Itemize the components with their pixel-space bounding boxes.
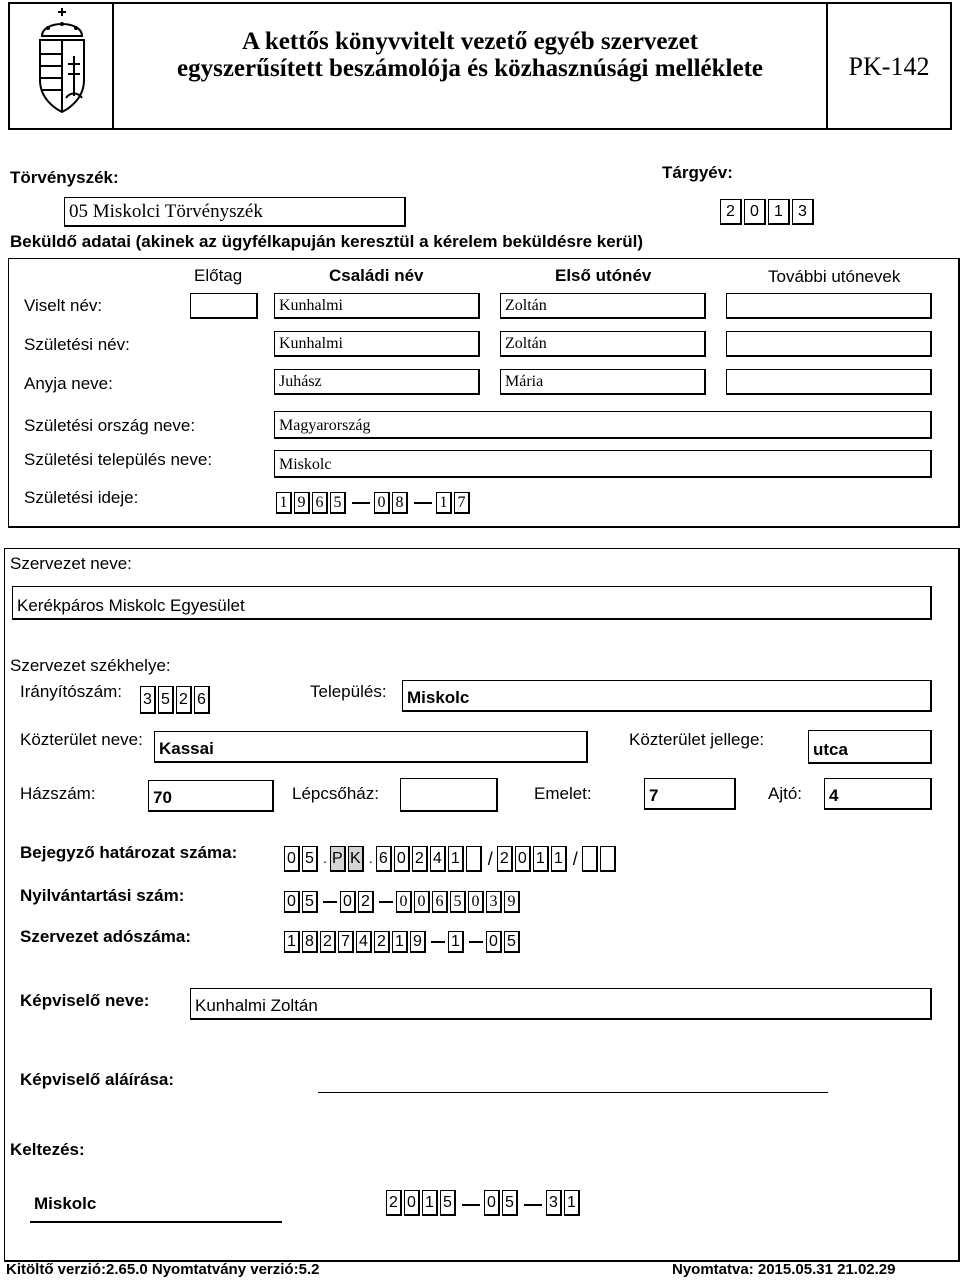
org-name-label: Szervezet neve: xyxy=(10,554,132,573)
year-boxes xyxy=(720,199,816,225)
rep-signature-label: Képviselő aláírása: xyxy=(20,1070,175,1089)
birth-day-digit[interactable]: 7 xyxy=(454,492,470,514)
year-digit[interactable]: 2 xyxy=(720,199,742,225)
col-prefix: Előtag xyxy=(194,266,243,285)
reg-dec-digit[interactable]: 1 xyxy=(551,846,567,872)
birth-first-field[interactable] xyxy=(500,331,706,357)
worn-first-field[interactable] xyxy=(500,293,706,319)
street-label: Közterület neve: xyxy=(20,730,143,749)
reg-dec-digit[interactable]: 2 xyxy=(497,846,513,872)
col-first: Első utónév xyxy=(555,266,652,285)
worn-name-label: Viselt név: xyxy=(24,296,103,315)
org-seat-label: Szervezet székhelye: xyxy=(10,656,171,675)
birth-family-value: Kunhalmi xyxy=(279,335,343,352)
floor-label: Emelet: xyxy=(534,784,592,803)
birth-first-value: Zoltán xyxy=(505,335,547,352)
reg-num-digit[interactable]: 0 xyxy=(414,891,430,913)
birth-city-value: Miskolc xyxy=(279,456,332,473)
reg-dec-letter[interactable]: K xyxy=(348,846,364,872)
year-digit[interactable]: 1 xyxy=(768,199,790,225)
dating-month-digit[interactable]: 0 xyxy=(484,1190,500,1216)
tax-number-label: Szervezet adószáma: xyxy=(20,927,192,946)
date-separator xyxy=(352,502,370,504)
court-label: Törvényszék: xyxy=(10,168,119,187)
tax-digit[interactable]: 5 xyxy=(504,931,520,953)
reg-decision-label: Bejegyző határozat száma: xyxy=(20,843,238,862)
date-separator xyxy=(462,1204,480,1206)
mother-family-value: Juhász xyxy=(279,373,322,390)
birth-name-label: Születési név: xyxy=(24,335,130,354)
court-value: 05 Miskolci Törvényszék xyxy=(69,201,263,222)
reg-dec-digit[interactable]: 2 xyxy=(412,846,428,872)
org-name-field[interactable] xyxy=(12,586,932,620)
separator-slash: / xyxy=(572,849,578,869)
reg-num-digit[interactable]: 2 xyxy=(358,891,374,913)
tax-digit[interactable]: 0 xyxy=(486,931,502,953)
form-code: PK-142 xyxy=(848,52,930,81)
tax-digit[interactable]: 1 xyxy=(448,931,464,953)
tax-digit[interactable]: 1 xyxy=(284,931,300,953)
dating-year-digit[interactable]: 2 xyxy=(386,1190,402,1216)
worn-first-value: Zoltán xyxy=(505,297,547,314)
reg-dec-digit[interactable]: 1 xyxy=(448,846,464,872)
court-field[interactable] xyxy=(64,197,406,227)
reg-number-boxes xyxy=(284,891,522,913)
street-value: Kassai xyxy=(159,739,214,758)
door-label: Ajtó: xyxy=(768,784,803,803)
birth-month-digit[interactable]: 8 xyxy=(392,492,408,514)
mother-family-field[interactable] xyxy=(274,369,480,395)
birth-year-digit[interactable]: 1 xyxy=(276,492,292,514)
separator-dot: . xyxy=(323,850,327,866)
form-code-cell xyxy=(826,4,828,128)
separator-dash xyxy=(323,901,337,903)
rep-name-field[interactable] xyxy=(190,988,932,1020)
birth-city-label: Születési település neve: xyxy=(24,450,213,469)
mother-other-field[interactable] xyxy=(726,369,932,395)
tax-digit[interactable]: 2 xyxy=(320,931,336,953)
page-title-line1: A kettős könyvvitelt vezető egyéb szervezet xyxy=(241,28,699,55)
reg-num-digit[interactable]: 0 xyxy=(468,891,484,913)
col-other: További utónevek xyxy=(768,267,901,286)
worn-family-field[interactable] xyxy=(274,293,480,319)
date-separator xyxy=(524,1204,542,1206)
zip-digit[interactable]: 2 xyxy=(176,686,192,714)
reg-dec-digit[interactable] xyxy=(466,846,482,872)
city-field[interactable] xyxy=(402,680,932,712)
reg-num-digit[interactable]: 9 xyxy=(504,891,520,913)
reg-num-digit[interactable]: 5 xyxy=(302,891,318,913)
reg-dec-digit[interactable]: 6 xyxy=(376,846,392,872)
worn-prefix-field[interactable] xyxy=(190,293,258,319)
year-digit[interactable]: 0 xyxy=(744,199,766,225)
city-label: Település: xyxy=(310,682,387,701)
separator-dash xyxy=(379,901,393,903)
reg-dec-digit[interactable] xyxy=(582,846,598,872)
zip-digit[interactable]: 5 xyxy=(158,686,174,714)
birth-date-boxes xyxy=(276,492,472,514)
signature-line xyxy=(318,1092,828,1093)
worn-family-value: Kunhalmi xyxy=(279,297,343,314)
year-digit[interactable]: 3 xyxy=(792,199,814,225)
reg-num-digit[interactable]: 5 xyxy=(450,891,466,913)
street-type-field[interactable] xyxy=(808,730,932,764)
rep-name-label: Képviselő neve: xyxy=(20,991,150,1010)
city-value: Miskolc xyxy=(407,688,470,707)
separator-dash xyxy=(431,941,445,943)
dating-label: Keltezés: xyxy=(10,1140,85,1159)
door-field[interactable] xyxy=(824,778,932,810)
mother-first-field[interactable] xyxy=(500,369,706,395)
reg-dec-digit[interactable]: 4 xyxy=(430,846,446,872)
reg-dec-digit[interactable]: 0 xyxy=(394,846,410,872)
year-label: Tárgyév: xyxy=(662,163,733,182)
reg-num-digit[interactable]: 3 xyxy=(486,891,502,913)
zip-digit[interactable]: 3 xyxy=(140,686,156,714)
reg-num-digit[interactable]: 0 xyxy=(284,891,300,913)
reg-dec-digit[interactable]: 1 xyxy=(533,846,549,872)
birth-month-digit[interactable]: 0 xyxy=(374,492,390,514)
birth-date-label: Születési ideje: xyxy=(24,488,139,507)
reg-dec-digit[interactable] xyxy=(600,846,616,872)
hungarian-coat-of-arms-icon xyxy=(30,6,94,122)
mother-name-label: Anyja neve: xyxy=(24,374,113,393)
floor-value: 7 xyxy=(649,786,659,805)
birth-other-field[interactable] xyxy=(726,331,932,357)
birth-year-digit[interactable]: 6 xyxy=(312,492,328,514)
house-field[interactable] xyxy=(148,780,274,812)
dating-day-digit[interactable]: 3 xyxy=(546,1190,562,1216)
tax-digit[interactable]: 9 xyxy=(410,931,426,953)
birth-year-digit[interactable]: 9 xyxy=(294,492,310,514)
stair-field[interactable] xyxy=(400,778,498,812)
rep-name-value: Kunhalmi Zoltán xyxy=(195,996,318,1015)
separator-slash: / xyxy=(487,849,493,869)
col-family: Családi név xyxy=(329,266,424,285)
door-value: 4 xyxy=(829,786,839,805)
dating-year-digit[interactable]: 1 xyxy=(422,1190,438,1216)
reg-num-digit[interactable]: 0 xyxy=(396,891,412,913)
mother-first-value: Mária xyxy=(505,373,544,390)
reg-dec-letter[interactable]: P xyxy=(330,846,346,872)
tax-digit[interactable]: 2 xyxy=(374,931,390,953)
date-separator xyxy=(414,502,432,504)
reg-decision-boxes xyxy=(284,846,618,872)
tax-digit[interactable]: 8 xyxy=(302,931,318,953)
floor-field[interactable] xyxy=(644,778,736,810)
reg-dec-digit[interactable]: 0 xyxy=(284,846,300,872)
birth-country-field[interactable] xyxy=(274,411,932,439)
birth-city-field[interactable] xyxy=(274,450,932,478)
birth-country-label: Születési ország neve: xyxy=(24,416,196,435)
birth-year-digit[interactable]: 5 xyxy=(330,492,346,514)
zip-digit[interactable]: 6 xyxy=(194,686,210,714)
street-type-value: utca xyxy=(813,740,848,759)
worn-other-field[interactable] xyxy=(726,293,932,319)
tax-digit[interactable]: 4 xyxy=(356,931,372,953)
dating-month-digit[interactable]: 5 xyxy=(502,1190,518,1216)
separator-dot: . xyxy=(368,850,373,866)
reg-dec-digit[interactable]: 5 xyxy=(302,846,318,872)
dating-year-digit[interactable]: 0 xyxy=(404,1190,420,1216)
birth-day-digit[interactable]: 1 xyxy=(436,492,452,514)
footer-printed: Nyomtatva: 2015.05.31 21.02.29 xyxy=(672,1261,896,1278)
dating-day-digit[interactable]: 1 xyxy=(564,1190,580,1216)
dating-place: Miskolc xyxy=(34,1194,97,1213)
stair-label: Lépcsőház: xyxy=(292,784,379,803)
reg-dec-digit[interactable]: 0 xyxy=(515,846,531,872)
tax-number-boxes xyxy=(284,931,522,953)
tax-digit[interactable]: 7 xyxy=(338,931,354,953)
page-title-line2: egyszerűsített beszámolója és közhasznúsági melléklete xyxy=(177,55,763,82)
sender-section-label: Beküldő adatai (akinek az ügyfélkapuján keresztül a kérelem beküldésre kerül) xyxy=(10,232,644,251)
tax-digit[interactable]: 1 xyxy=(392,931,408,953)
footer-version: Kitöltő verzió:2.65.0 Nyomtatvány verzió:5.2 xyxy=(6,1261,320,1278)
zip-label: Irányítószám: xyxy=(20,682,123,701)
birth-family-field[interactable] xyxy=(274,331,480,357)
dating-boxes xyxy=(386,1190,582,1216)
street-field[interactable] xyxy=(154,731,588,763)
birth-country-value: Magyarország xyxy=(279,417,371,434)
separator-dash xyxy=(469,941,483,943)
dating-place-line xyxy=(30,1221,282,1223)
street-type-label: Közterület jellege: xyxy=(629,730,765,749)
dating-year-digit[interactable]: 5 xyxy=(440,1190,456,1216)
reg-number-label: Nyilvántartási szám: xyxy=(20,886,185,905)
reg-num-digit[interactable]: 6 xyxy=(432,891,448,913)
org-name-value: Kerékpáros Miskolc Egyesület xyxy=(17,596,245,615)
reg-num-digit[interactable]: 0 xyxy=(340,891,356,913)
house-value: 70 xyxy=(153,788,172,807)
house-label: Házszám: xyxy=(20,784,96,803)
zip-boxes xyxy=(140,686,212,714)
